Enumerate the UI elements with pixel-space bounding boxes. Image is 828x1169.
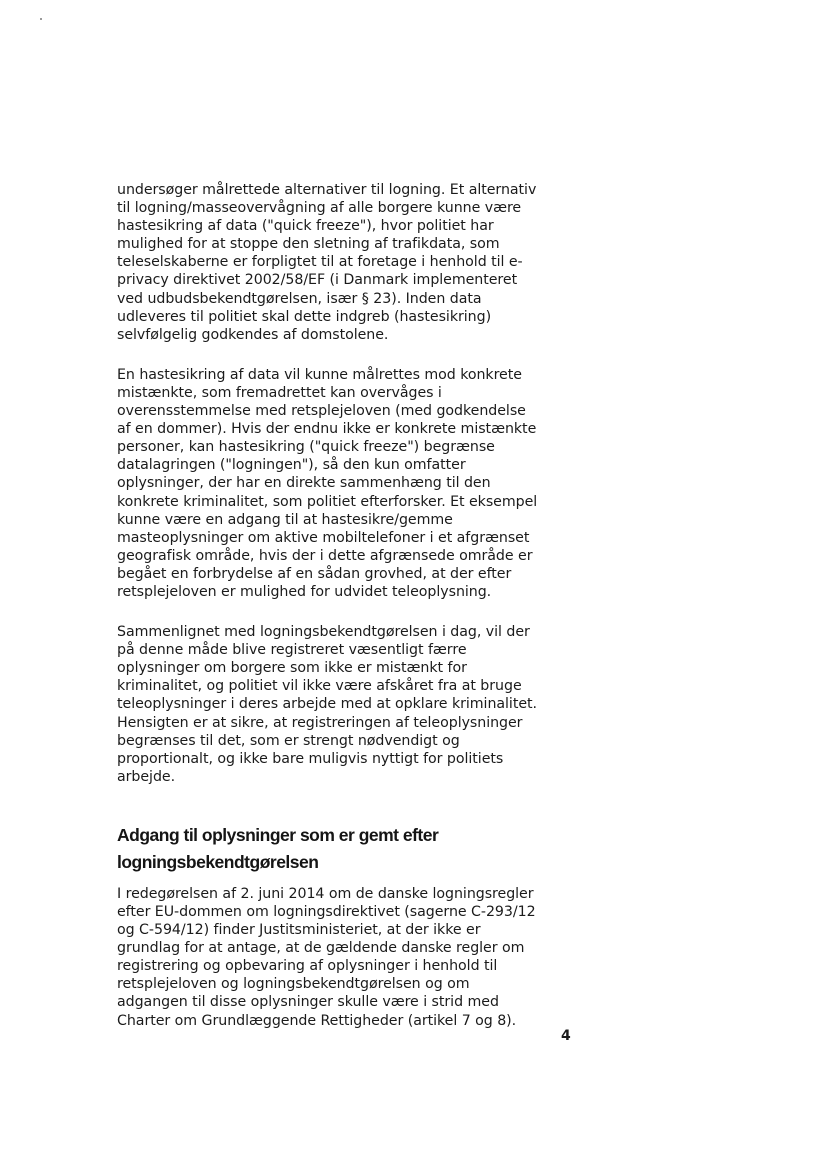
text-line: adgangen til disse oplysninger skulle være i strid med: [117, 994, 499, 1011]
text-line: kunne være en adgang til at hastesikre/gemme: [117, 511, 453, 528]
paragraph-targeted-preservation: [117, 366, 587, 601]
text-line: grundlag for at antage, at de gældende danske regler om: [117, 940, 525, 957]
text-line: privacy direktivet 2002/58/EF (i Danmark implementeret: [117, 272, 518, 289]
text-line: registrering og opbevaring af oplysninger i henhold til: [117, 958, 498, 975]
text-line: begrænses til det, som er strengt nødvendigt og: [117, 732, 460, 749]
text-line: teleselskaberne er forpligtet til at foretage i henhold til e-: [117, 254, 523, 271]
text-line: oplysninger, der har en direkte sammenhæng til den: [117, 475, 491, 492]
section-heading: [117, 822, 587, 876]
text-line: kriminalitet, og politiet vil ikke være afskåret fra at bruge: [117, 678, 522, 695]
text-line: arbejde.: [117, 768, 176, 785]
text-line: Hensigten er at sikre, at registreringen af teleoplysninger: [117, 714, 523, 731]
text-line: masteoplysninger om aktive mobiltelefoner i et afgrænset: [117, 529, 530, 546]
text-line: og C-594/12) finder Justitsministeriet, at der ikke er: [117, 922, 481, 939]
text-line: Sammenlignet med logningsbekendtgørelsen i dag, vil der: [117, 624, 530, 641]
text-line: mistænkte, som fremadrettet kan overvåges i: [117, 384, 442, 401]
text-line: retsplejeloven og logningsbekendtgørelsen og om: [117, 976, 470, 993]
text-line: udleveres til politiet skal dette indgreb (hastesikring): [117, 308, 492, 325]
text-line: selvfølgelig godkendes af domstolene.: [117, 326, 389, 343]
text-line: personer, kan hastesikring ("quick freeze") begrænse: [117, 439, 495, 456]
text-line: oplysninger om borgere som ikke er mistænkt for: [117, 660, 467, 677]
text-line: datalagringen ("logningen"), så den kun omfatter: [117, 457, 466, 474]
text-line: hastesikring af data ("quick freeze"), hvor politiet har: [117, 218, 494, 235]
text-line: retsplejeloven er mulighed for udvidet teleoplysning.: [117, 583, 492, 600]
text-line: undersøger målrettede alternativer til logning. Et alternativ: [117, 182, 537, 198]
text-line: på denne måde blive registreret væsentligt færre: [117, 642, 467, 659]
text-line: begået en forbrydelse af en sådan grovhed, at der efter: [117, 565, 512, 582]
text-line: En hastesikring af data vil kunne målrettes mod konkrete: [117, 366, 522, 383]
text-line: I redegørelsen af 2. juni 2014 om de danske logningsregler: [117, 885, 534, 902]
text-line: geografisk område, hvis der i dette afgrænsede område er: [117, 547, 533, 564]
text-line: af en dommer). Hvis der endnu ikke er konkrete mistænkte: [117, 421, 537, 438]
page-number: 4: [561, 1028, 571, 1044]
text-line: efter EU-dommen om logningsdirektivet (sagerne C-293/12: [117, 904, 536, 920]
text-line: overensstemmelse med retsplejeloven (med godkendelse: [117, 403, 526, 420]
paragraph-ministry-assessment: [117, 885, 587, 1030]
text-line: konkrete kriminalitet, som politiet efterforsker. Et eksempel: [117, 493, 538, 510]
text-line: logningsbekendtgørelsen: [117, 851, 319, 872]
text-line: teleoplysninger i deres arbejde med at opklare kriminalitet.: [117, 696, 537, 713]
text-line: ved udbudsbekendtgørelsen, især § 23). Inden data: [117, 290, 482, 307]
text-line: Charter om Grundlæggende Rettigheder (artikel 7 og 8).: [117, 1012, 517, 1029]
paragraph-quick-freeze-alternative: [117, 181, 587, 344]
text-line: proportionalt, og ikke bare muligvis nyttigt for politiets: [117, 750, 504, 767]
text-line: mulighed for at stoppe den sletning af trafikdata, som: [117, 236, 500, 253]
page-body: [117, 181, 587, 1030]
scan-speck: [40, 18, 42, 20]
paragraph-comparison: [117, 623, 587, 786]
text-line: Adgang til oplysninger som er gemt efter: [117, 824, 439, 845]
text-line: til logning/masseovervågning af alle borgere kunne være: [117, 200, 522, 217]
